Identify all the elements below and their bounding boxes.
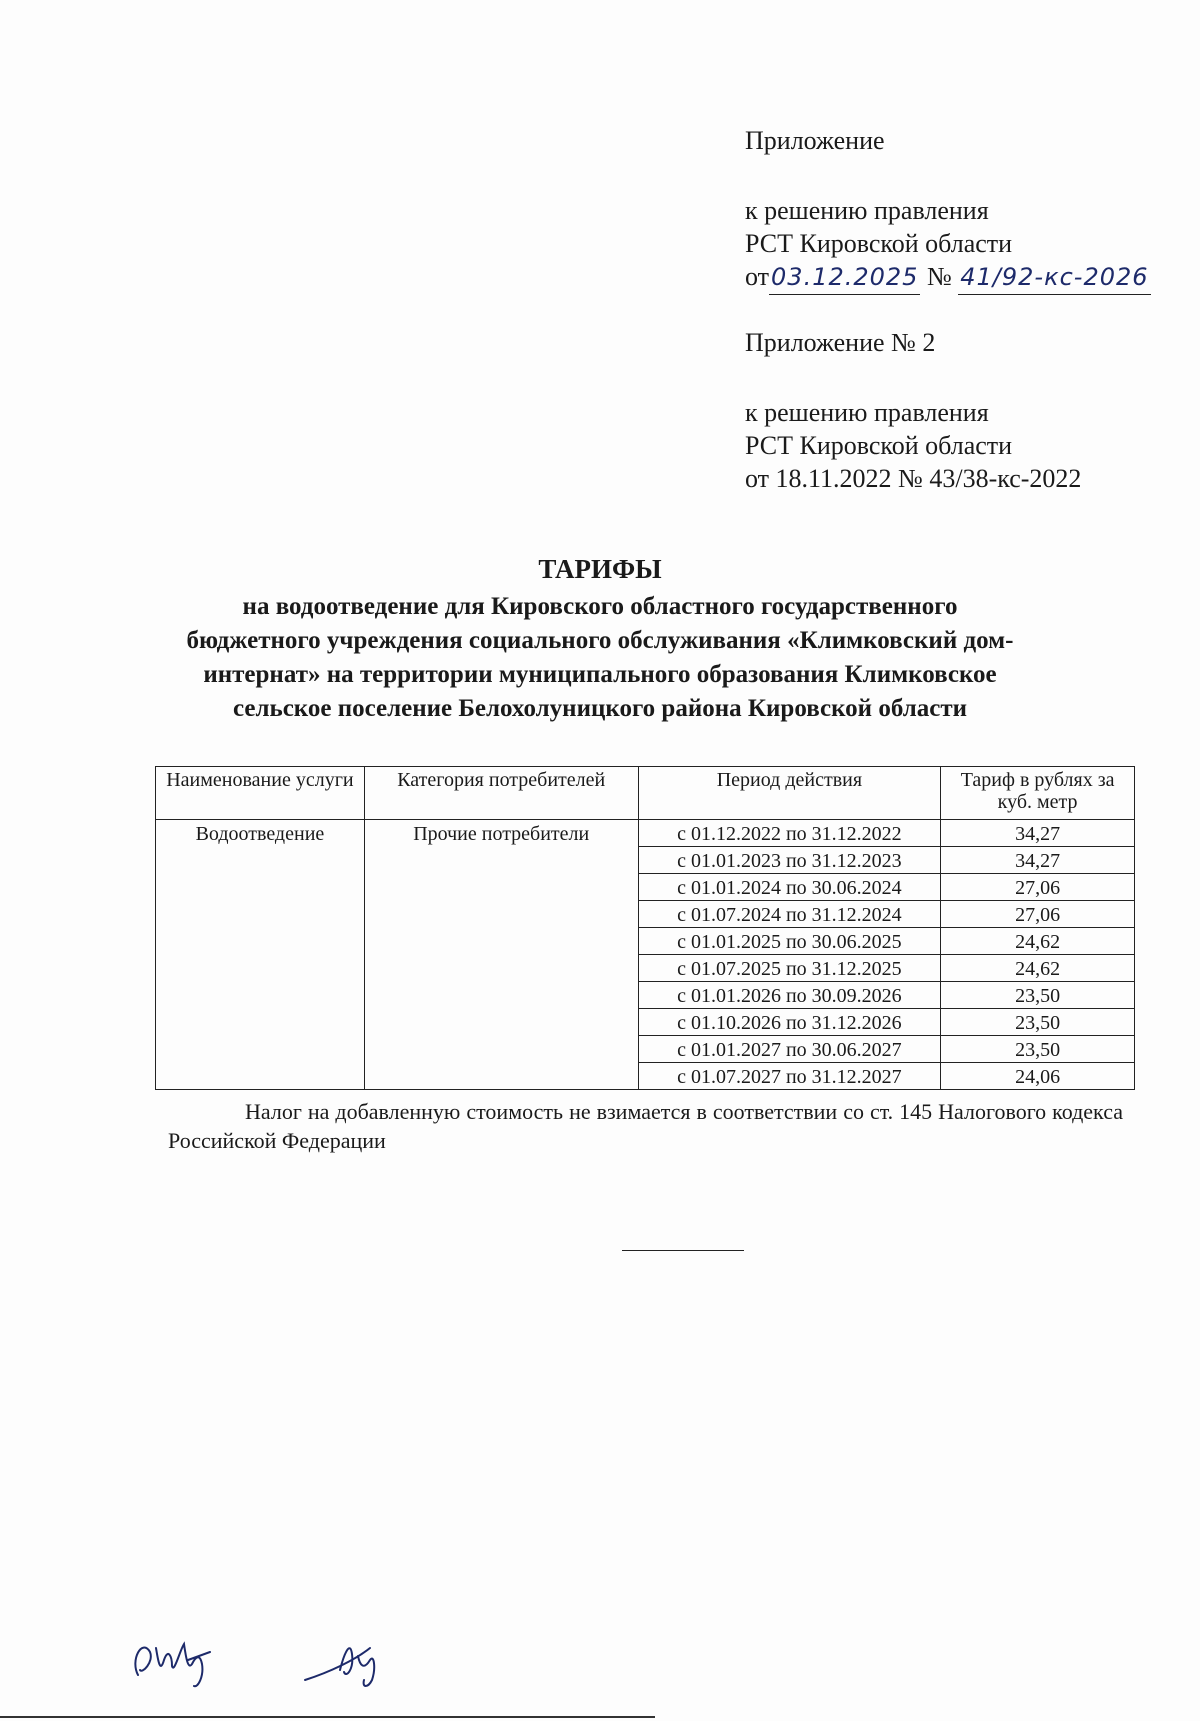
top-edge-mark — [1030, 0, 1100, 6]
vat-note: Налог на добавленную стоимость не взимается в соответствии со ст. 145 Налогового кодекса Российской Федерации — [168, 1099, 1123, 1153]
table-row — [156, 820, 1135, 847]
appendix-2-line1: к решению правления — [745, 398, 989, 427]
signature-1-icon — [128, 1630, 238, 1690]
header-service: Наименование услуги — [156, 767, 365, 820]
appendix-1-line1: к решению правления — [745, 196, 989, 225]
period-cell: с 01.01.2024 по 30.06.2024 — [638, 874, 941, 901]
service-cell: Водоотведение — [156, 820, 365, 1090]
tariff-cell: 34,27 — [941, 847, 1135, 874]
tariff-cell: 24,06 — [941, 1063, 1135, 1090]
tariff-cell: 27,06 — [941, 874, 1135, 901]
category-cell: Прочие потребители — [364, 820, 638, 1090]
document-heading — [150, 552, 1050, 726]
appendix-1-reference — [745, 194, 1151, 295]
tariff-cell: 24,62 — [941, 928, 1135, 955]
period-cell: с 01.07.2027 по 31.12.2027 — [638, 1063, 941, 1090]
header-tariff: Тариф в рублях за куб. метр — [941, 767, 1135, 820]
bottom-edge-line — [0, 1716, 655, 1718]
appendix-2-line3: от 18.11.2022 № 43/38-кс-2022 — [745, 464, 1082, 493]
period-cell: с 01.10.2026 по 31.12.2026 — [638, 1009, 941, 1036]
appendix-2-title: Приложение № 2 — [745, 328, 936, 357]
number-prefix: № — [926, 262, 952, 291]
date-prefix: от — [745, 262, 770, 291]
header-category: Категория потребителей — [364, 767, 638, 820]
period-cell: с 01.01.2025 по 30.06.2025 — [638, 928, 941, 955]
tariff-cell: 23,50 — [941, 982, 1135, 1009]
handwritten-date: 03.12.2025 — [769, 261, 920, 295]
tariff-cell: 23,50 — [941, 1009, 1135, 1036]
heading-line4: сельское поселение Белохолуницкого района Кировской области — [232, 695, 968, 722]
tariff-cell: 23,50 — [941, 1036, 1135, 1063]
period-cell: с 01.01.2026 по 30.09.2026 — [638, 982, 941, 1009]
appendix-2-reference — [745, 396, 1081, 495]
end-of-document-rule — [622, 1250, 744, 1251]
tariff-table — [155, 766, 1135, 1090]
heading-line1: на водоотведение для Кировского областного государственного — [242, 593, 958, 620]
period-cell: с 01.12.2022 по 31.12.2022 — [638, 820, 941, 847]
handwritten-number: 41/92-кс-2026 — [958, 261, 1150, 295]
tariff-cell: 24,62 — [941, 955, 1135, 982]
appendix-1-title: Приложение — [745, 126, 885, 155]
period-cell: с 01.01.2023 по 31.12.2023 — [638, 847, 941, 874]
heading-line3: интернат» на территории муниципального образования Климковское — [203, 661, 997, 688]
signature-2-icon — [300, 1630, 410, 1690]
appendix-2-line2: РСТ Кировской области — [745, 431, 1013, 460]
period-cell: с 01.01.2027 по 30.06.2027 — [638, 1036, 941, 1063]
period-cell: с 01.07.2024 по 31.12.2024 — [638, 901, 941, 928]
tariff-cell: 27,06 — [941, 901, 1135, 928]
tariff-cell: 34,27 — [941, 820, 1135, 847]
table-header-row — [156, 767, 1135, 820]
heading-title: ТАРИФЫ — [538, 554, 662, 584]
appendix-1-line2: РСТ Кировской области — [745, 229, 1013, 258]
period-cell: с 01.07.2025 по 31.12.2025 — [638, 955, 941, 982]
heading-line2: бюджетного учреждения социального обслуживания «Климковский дом- — [186, 627, 1014, 654]
appendix-1-date-line — [745, 260, 1151, 295]
header-period: Период действия — [638, 767, 941, 820]
